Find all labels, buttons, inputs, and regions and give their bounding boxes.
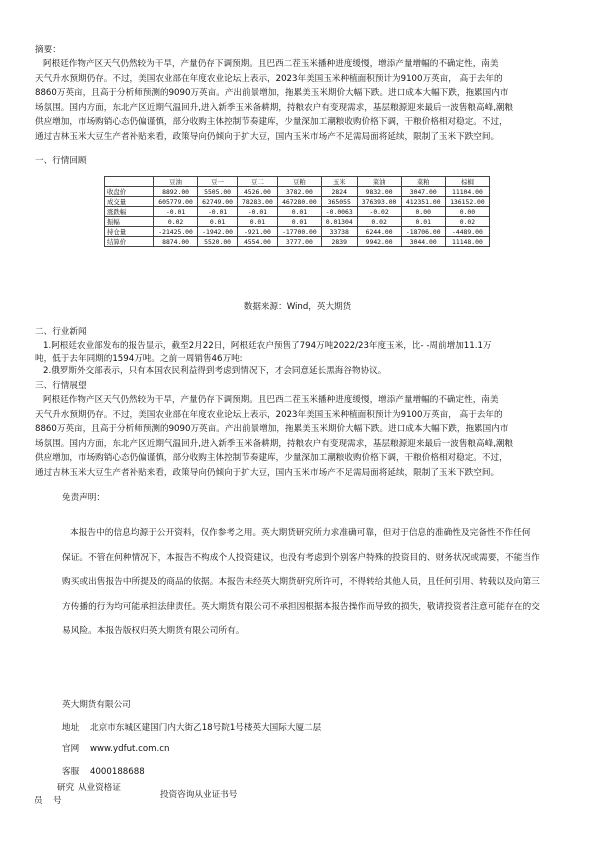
news-item: 吨，低于去年同期的1594万吨。之前一周销售46万吨:: [35, 353, 243, 364]
table-cell: 3044.00: [401, 237, 445, 247]
summary-heading: 摘要：: [35, 45, 61, 55]
table-header-cell: 棕榈: [445, 177, 489, 187]
table-cell: 0.00: [401, 207, 445, 217]
disclaimer-line: 方传播的行为均可能承担法律责任。英大期货有限公司不承担因根据本报告操作而导致的损失，敬请投资者注意可能存在的交: [62, 601, 540, 612]
table-cell: 0.01: [277, 217, 321, 227]
table-cell: 3777.00: [277, 237, 321, 247]
table-row: [105, 187, 490, 197]
table-row-label: 涨跌幅: [105, 207, 154, 217]
table-cell: 0.01: [277, 207, 321, 217]
table-cell: 5505.00: [198, 187, 238, 197]
news-list: [35, 340, 585, 378]
data-source-caption: 数据来源：Wind，英大期货: [243, 302, 352, 312]
website-link[interactable]: www.ydfut.com.cn: [90, 744, 170, 754]
table-row: [105, 217, 490, 227]
table-cell: 62749.00: [198, 197, 238, 207]
table-cell: 2839: [321, 237, 357, 247]
disclaimer-line: 易风险。本报告版权归英大期货有限公司所有。: [62, 626, 245, 636]
table-cell: 6244.00: [357, 227, 401, 237]
outlook-line: 8860万英亩，且高于分析师预测的9090万英亩。产出前景增加，拖累美玉米期价大幅下跌。进口成本大幅下跌，拖累国内市: [35, 424, 509, 434]
table-row-label: 持仓量: [105, 227, 154, 237]
summary-line: 天气升水预期仍存。不过，美国农业部在年度农业论坛上表示，2023年美国玉米种植面积预计为9100万英亩， 高于去年的: [35, 73, 503, 84]
researcher-label-cont: 员: [34, 796, 43, 806]
table-cell: 9832.00: [357, 187, 401, 197]
outlook-line: 场氛围。国内方面，东北产区近期气温回升,进入新季玉米备耕期，持粮农户有变现需求，基层粮源迎来最后一波售粮高峰,潮粮: [35, 438, 514, 449]
table-cell: 0.01: [401, 217, 445, 227]
address-value: 北京市东城区建国门内大街乙18号院1号楼英大国际大厦二层: [90, 723, 322, 733]
table-header-cell: 豆二: [237, 177, 277, 187]
table-cell: 8874.00: [154, 237, 198, 247]
table-cell: -0.02: [357, 207, 401, 217]
table-cell: 11104.00: [445, 187, 489, 197]
table-cell: 4554.00: [237, 237, 277, 247]
table-cell: 0.02: [154, 217, 198, 227]
table-cell: 605779.00: [154, 197, 198, 207]
table-row: [105, 197, 490, 207]
disclaimer-title: 免责声明：: [62, 493, 105, 503]
outlook-line: 通过吉林玉米大豆生产者补贴来看，政策导向仍倾向于扩大豆，国内玉米市场产不足需局面将延续，限制了玉米下跌空间。: [35, 467, 500, 478]
disclaimer-body: [62, 521, 592, 644]
table-cell: -0.01: [198, 207, 238, 217]
table-cell: -921.00: [237, 227, 277, 237]
table-row: [105, 207, 490, 217]
outlook-body: [35, 393, 585, 480]
summary-line: 通过吉林玉米大豆生产者补贴来看，政策导向仍倾向于扩大豆，国内玉米市场产不足需局面将延续，限制了玉米下跌空间。: [35, 131, 500, 142]
outlook-line: 供应增加，市场购销心态仍偏谨慎，部分收购主体控制节奏建库，少量深加工潮粮收购价格下调，干粮价格相对稳定。不过，: [35, 453, 508, 463]
section-title-industry-news: 二、行业新闻: [35, 327, 87, 337]
qualification-label-cont: 号: [53, 796, 62, 806]
table-cell: 2824: [321, 187, 357, 197]
advisory-license-label: 投资咨询从业证书号: [160, 790, 238, 800]
table-cell: 0.01: [237, 217, 277, 227]
table-row-label: 结算价: [105, 237, 154, 247]
table-header-cell: 豆一: [198, 177, 238, 187]
table-cell: 78283.00: [237, 197, 277, 207]
table-header-cell: 豆粕: [277, 177, 321, 187]
address-label: 地址: [62, 723, 80, 733]
table-header-cell: 菜油: [357, 177, 401, 187]
table-row-label: 成交量: [105, 197, 154, 207]
disclaimer-line: 本报告中的信息均源于公开资料，仅作参考之用。英大期货研究所力求准确可靠，但对于信息的准确性及完备性不作任何: [70, 528, 531, 538]
table-cell: 365055: [321, 197, 357, 207]
table-cell: 9942.00: [357, 237, 401, 247]
summary-body: [35, 57, 585, 144]
table-cell: 412351.00: [401, 197, 445, 207]
table-cell: -0.01: [154, 207, 198, 217]
service-phone: 4000188688: [90, 767, 145, 777]
section-title-outlook: 三、行情展望: [35, 381, 87, 391]
outlook-line: 阿根廷作物产区天气仍然较为干旱，产量仍存下调预期。且巴西二茬玉米播种进度缓慢，增添产量增幅的不确定性，南美: [43, 395, 499, 405]
table-cell: 4526.00: [237, 187, 277, 197]
table-cell: -4489.00: [445, 227, 489, 237]
table-cell: 0.00: [445, 207, 489, 217]
table-row-label: 收盘价: [105, 187, 154, 197]
table-header-cell: [105, 177, 154, 187]
table-cell: 8892.00: [154, 187, 198, 197]
summary-line: 场氛围。国内方面，东北产区近期气温回升,进入新季玉米备耕期，持粮农户有变现需求，基层粮源迎来最后一波售粮高峰,潮粮: [35, 102, 514, 113]
table-cell: -1942.00: [198, 227, 238, 237]
table-header-cell: 菜粕: [401, 177, 445, 187]
table-cell: -17700.00: [277, 227, 321, 237]
table-cell: 376393.00: [357, 197, 401, 207]
outlook-line: 天气升水预期仍存。不过，美国农业部在年度农业论坛上表示，2023年美国玉米种植面积预计为9100万英亩， 高于去年的: [35, 409, 503, 420]
table-cell: 0.01304: [321, 217, 357, 227]
news-item: 1.阿根廷农业部发布的报告显示，截至2月22日，阿根廷农户预售了794万吨2022/23年度玉米，比- -周前增加11.1万: [43, 341, 492, 351]
table-cell: 33738: [321, 227, 357, 237]
summary-line: 阿根廷作物产区天气仍然较为干旱，产量仍存下调预期。且巴西二茬玉米播种进度缓慢，增添产量增幅的不确定性，南美: [43, 59, 499, 69]
table-row: [105, 227, 490, 237]
table-cell: -0.0063: [321, 207, 357, 217]
researcher-label: 研究: [57, 783, 75, 793]
website-label: 官网: [62, 744, 80, 754]
table-cell: 5520.00: [198, 237, 238, 247]
table-cell: 0.01: [198, 217, 238, 227]
table-cell: 0.02: [445, 217, 489, 227]
table-cell: 136152.00: [445, 197, 489, 207]
disclaimer-line: 购买或出售报告中所提及的商品的依据。本报告未经英大期货研究所许可，不得转给其他人员，且任何引用、转载以及向第三: [62, 577, 540, 587]
table-header-row: [105, 177, 490, 187]
summary-line: 供应增加，市场购销心态仍偏谨慎，部分收购主体控制节奏建库，少量深加工潮粮收购价格下调，干粮价格相对稳定。不过，: [35, 117, 508, 127]
table-header-cell: 玉米: [321, 177, 357, 187]
table-cell: -21425.00: [154, 227, 198, 237]
table-header-cell: 豆油: [154, 177, 198, 187]
summary-line: 8860万英亩，且高于分析师预测的9090万英亩。产出前景增加，拖累美玉米期价大幅下跌。进口成本大幅下跌，拖累国内市: [35, 88, 509, 98]
table-cell: -0.01: [237, 207, 277, 217]
table-cell: -18706.00: [401, 227, 445, 237]
table-cell: 11148.00: [445, 237, 489, 247]
table-row: [105, 237, 490, 247]
company-name: 英大期货有限公司: [62, 700, 131, 710]
table-cell: 3047.00: [401, 187, 445, 197]
qualification-label: 从业资格证: [78, 783, 121, 793]
table-cell: 3782.00: [277, 187, 321, 197]
service-label: 客服: [62, 767, 80, 777]
news-item: 2.俄罗斯外交部表示，只有本国农民利益得到考虑到情况下，才会同意延长黑海谷物协议。: [43, 366, 387, 376]
table-row-label: 振幅: [105, 217, 154, 227]
market-quotes-table: [104, 176, 490, 247]
disclaimer-line: 保证。不管在何种情况下，本报告不构成个人投资建议，也没有考虑到个别客户特殊的投资目的、财务状况或需要，不能当作: [62, 552, 540, 563]
table-cell: 0.02: [357, 217, 401, 227]
section-title-market-review: 一、行情回顾: [35, 156, 87, 166]
table-cell: 467280.00: [277, 197, 321, 207]
